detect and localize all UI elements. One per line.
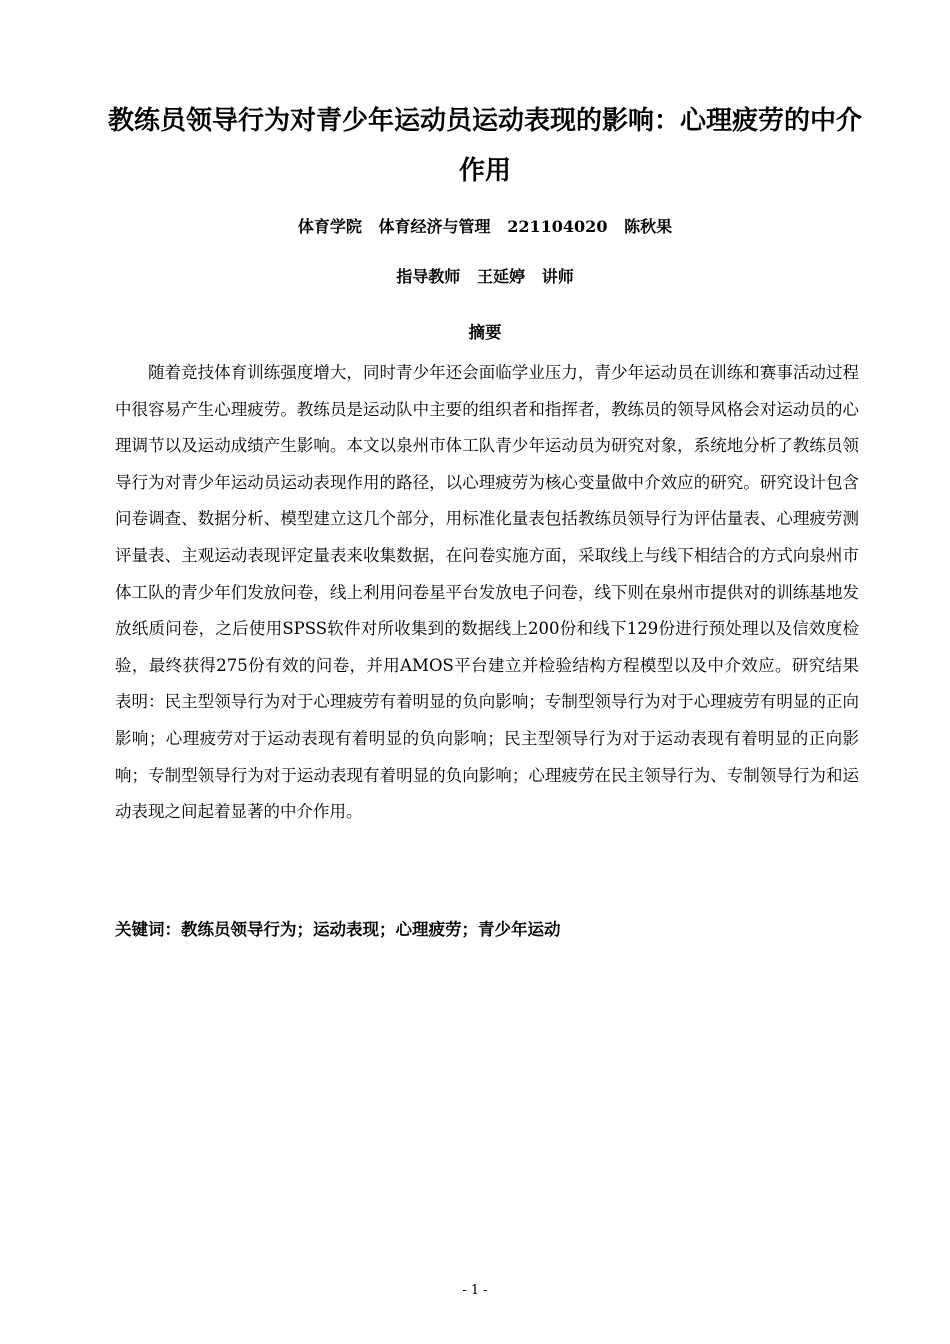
abstract-heading: 摘要 <box>468 323 502 342</box>
abstract-body: 随着竞技体育训练强度增大，同时青少年还会面临学业压力，青少年运动员在训练和赛事活动过程中很容易产生心理疲劳。教练员是运动队中主要的组织者和指挥者，教练员的领导风格会对运动员的心理调节以及运动成绩产生影响。本文以泉州市体工队青少年运动员为研究对象，系统地分析了教练员领导行为对青少年运动员运动表现作用的路径，以心理疲劳为核心变量做中介效应的研究。研究设计包含问卷调查、数据分析、模型建立这几个部分，用标准化量表包括教练员领导行为评估量表、心理疲劳测评量表、主观运动表现评定量表来收集数据，在问卷实施方面，采取线上与线下相结合的方式向泉州市体工队的青少年们发放问卷，线上利用问卷星平台发放电子问卷，线下则在泉州市提供对的训练基地发放纸质问卷，之后使用SPSS软件对所收集到的数据线上200份和线下129份进行预处理以及信效度检验，最终获得275份有效的问卷，并用AMOS平台建立并检验结构方程模型以及中介效应。研究结果表明：民主型领导行为对于心理疲劳有着明显的负向影响；专制型领导行为对于心理疲劳有明显的正向影响；心理疲劳对于运动表现有着明显的负向影响；民主型领导行为对于运动表现有着明显的正向影响；专制型领导行为对于运动表现有着明显的负向影响；心理疲劳在民主领导行为、专制领导行为和运动表现之间起着显著的中介作用。 <box>115 363 859 822</box>
page-number: - 1 - <box>462 1283 488 1298</box>
keywords-line: 关键词：教练员领导行为；运动表现；心理疲劳；青少年运动 <box>115 920 561 939</box>
advisor-line: 指导教师 王延婷 讲师 <box>396 267 574 286</box>
paper-title: 教练员领导行为对青少年运动员运动表现的影响：心理疲劳的中介作用 <box>107 106 862 186</box>
author-line: 体育学院 体育经济与管理 221104020 陈秋果 <box>297 217 673 236</box>
